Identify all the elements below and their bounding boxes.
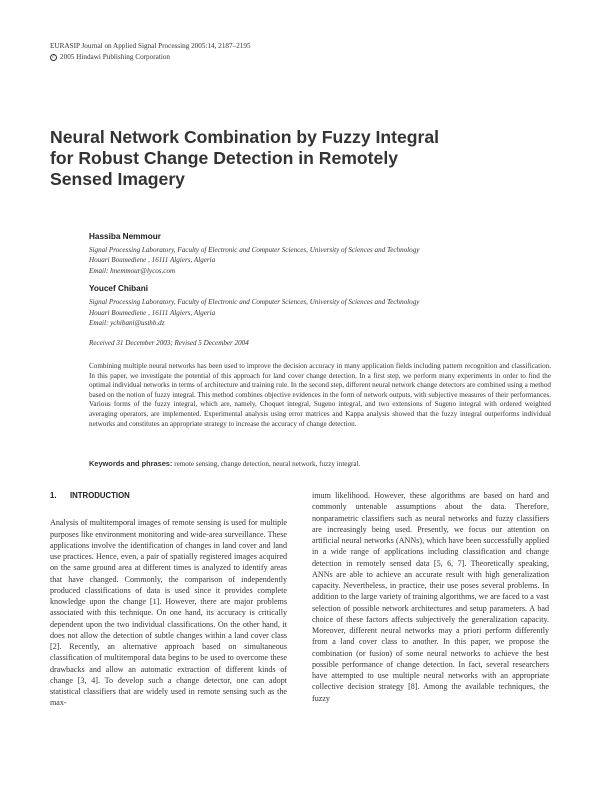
section-heading [50,490,287,501]
received-dates: Received 31 December 2003; Revised 5 December 2004 [89,339,249,347]
copyright-icon: c [50,54,57,61]
right-column [312,490,549,704]
copyright-line [50,52,251,63]
author-email: Email: ychibani@usthb.dz [89,319,165,328]
paper-title [50,127,520,190]
section-number: 1. [50,491,57,500]
copyright-text: 2005 Hindawi Publishing Corporation [60,53,171,61]
left-column [50,490,287,709]
author-name: Hassiba Nemmour [89,232,161,241]
title-line: for Robust Change Detection in Remotely [50,148,398,168]
intro-paragraph-left: Analysis of multitemporal images of remote sensing is used for multiple purposes like environment monitoring and wide-area surveillance. These applications involve the identification of changes in land cover and land use practices. Hence, even, a pair of spatially registered images acquired on the same ground area at different times is analyzed to identify areas that have changed. Commonly, the comparison of independently produced classifications of data is used since it provides complete knowledge upon the change [1]. However, there are major problems associated with this technique. On one hand, its accuracy is critically dependent upon the two individual classifications. On the other hand, it does not allow the detection of subtle changes within a land cover class [2]. Recently, an alternative approach based on simultaneous classification of multitemporal data begins to be used to overcome these drawbacks and allow an automatic extraction of different kinds of change [3, 4]. To develop such a change detector, one can adopt statistical classifiers that are widely used in remote sensing such as the max- [50,518,287,708]
author-block [89,232,559,276]
keywords-text: remote sensing, change detection, neural network, fuzzy integral. [174,460,361,468]
author-address: Houari Boumediene , 16111 Algiers, Algeria [89,308,216,317]
author-address: Houari Boumediene , 16111 Algiers, Algeria [89,256,216,265]
title-line: Sensed Imagery [50,169,185,189]
author-affiliation: Signal Processing Laboratory, Faculty of Electronic and Computer Sciences, University of Sciences and Technology [89,298,420,307]
author-block [89,284,559,328]
author-name: Youcef Chibani [89,284,148,294]
author-email: Email: hnemmour@lycos.com [89,266,176,275]
title-line: Neural Network Combination by Fuzzy Integral [50,127,440,147]
intro-paragraph-right: imum likelihood. However, these algorithms are based on hard and commonly untenable assumptions about the data. Therefore, nonparametric classifiers such as neural networks and fuzzy classifiers are increasingly being used. Presently, we focus our attention on artificial neural networks (ANNs), which have been successfully applied in a wide range of applications including classification and change detection in remotely sensed data [5, 6, 7]. Theoretically speaking, ANNs are able to achieve an accurate result with high generalization capacity. Nevertheless, in practice, their use poses several problems. In addition to the large variety of training algorithms, we are faced to a vast selection of possible network architectures and setup parameters. A bad choice of these factors affects subjectively the generalization capacity. Moreover, different neural networks may a priori perform differently from a land cover class to another. In this paper, we propose the combination (or fusion) of some neural networks to achieve the best possible performance of change detection. In fact, several researchers have attempted to use multiple neural networks with an appropriate collective decision strategy [8]. Among the available techniques, the fuzzy [312,491,549,703]
author-affiliation: Signal Processing Laboratory, Faculty of Electronic and Computer Sciences, University of Sciences and Technology [89,246,420,254]
journal-citation: EURASIP Journal on Applied Signal Processing 2005:14, 2187–2195 [50,42,251,50]
abstract: Combining multiple neural networks has been used to improve the decision accuracy in many application fields including pattern recognition and classification. In this paper, we investigate the potential of this approach for land cover change detection. In a first step, we perform many experiments in order to find the optimal individual networks in terms of architecture and training rule. In the second step, different neural network change detectors are combined using a method based on the notion of fuzzy integral. This method combines objective evidences in the form of network outputs, with subjective measures of their performances. Various forms of the fuzzy integral, which are, namely, Choquet integral, Sugeno integral, and two extensions of Sugeno integral with ordered weighted averaging operators, are implemented. Experimental analysis using error matrices and Kappa analysis showed that the fuzzy integral outperforms individual networks and constitutes an appropriate strategy to increase the accuracy of change detection. [89,362,551,428]
author-list [89,232,559,336]
keywords-label: Keywords and phrases: [89,459,173,468]
keywords [89,459,551,468]
section-title: INTRODUCTION [70,491,130,500]
journal-header [50,41,251,63]
